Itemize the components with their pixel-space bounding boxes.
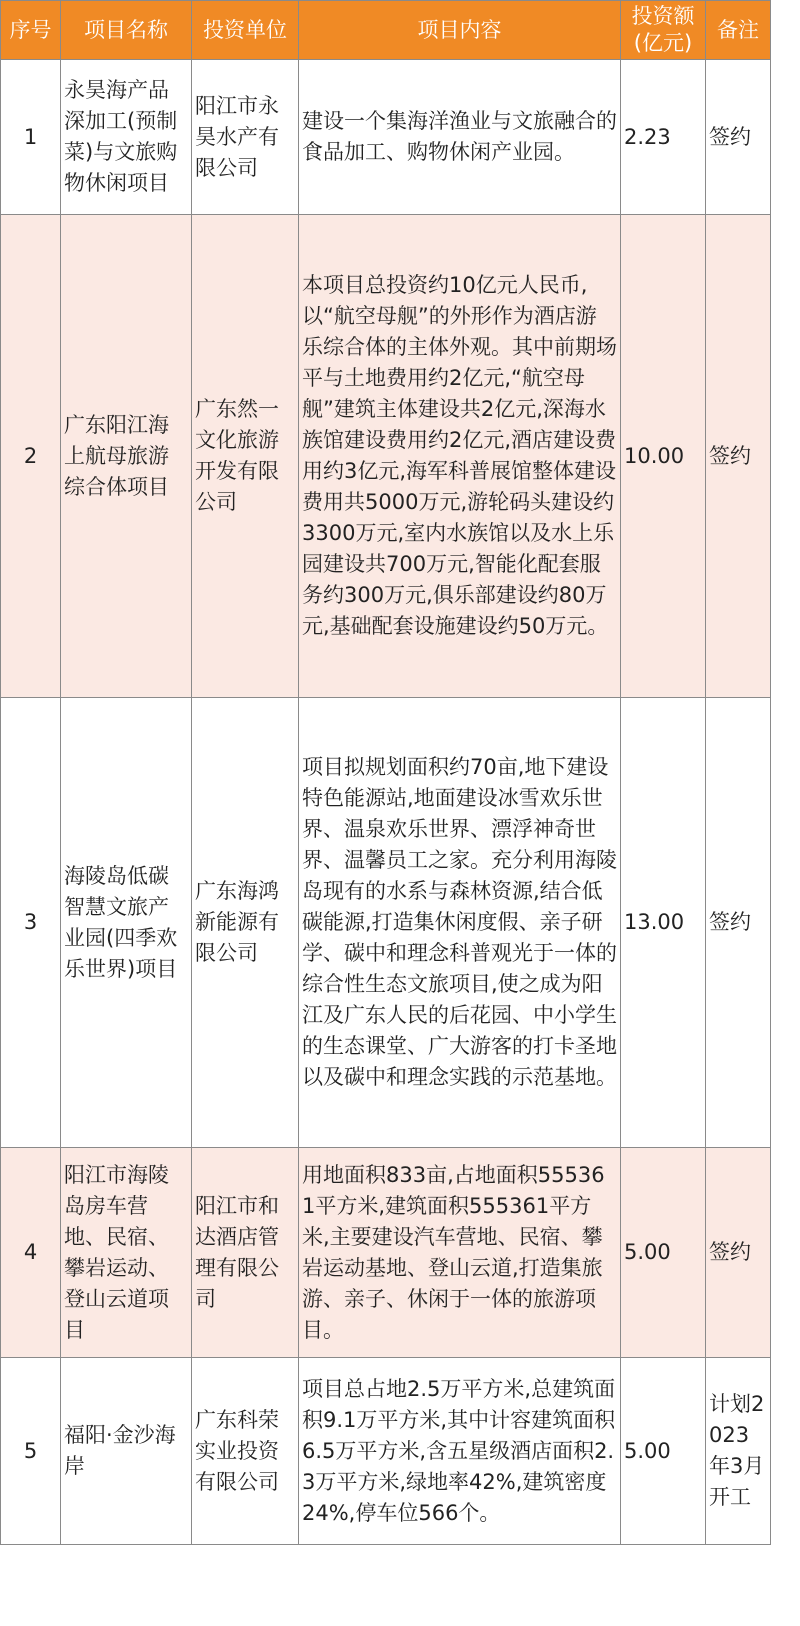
cell-num: 3: [1, 698, 61, 1148]
header-amount-line2: (亿元): [633, 31, 693, 55]
cell-note: 计划2023年3月开工: [706, 1358, 771, 1545]
cell-content: 建设一个集海洋渔业与文旅融合的食品加工、购物休闲产业园。: [299, 60, 621, 215]
cell-num: 1: [1, 60, 61, 215]
cell-name: 海陵岛低碳智慧文旅产业园(四季欢乐世界)项目: [61, 698, 192, 1148]
table-row: [1, 215, 771, 698]
cell-amount: 10.00: [621, 215, 706, 698]
cell-unit: 广东海鸿新能源有限公司: [192, 698, 299, 1148]
header-unit: 投资单位: [192, 1, 299, 60]
header-amount: [621, 1, 706, 60]
cell-unit: 广东科荣实业投资有限公司: [192, 1358, 299, 1545]
cell-name: 福阳·金沙海岸: [61, 1358, 192, 1545]
cell-content: 项目总占地2.5万平方米,总建筑面积9.1万平方米,其中计容建筑面积6.5万平方米,含五星级酒店面积2.3万平方米,绿地率42%,建筑密度24%,停车位566个。: [299, 1358, 621, 1545]
header-num: 序号: [1, 1, 61, 60]
cell-name: 永昊海产品深加工(预制菜)与文旅购物休闲项目: [61, 60, 192, 215]
cell-amount: 5.00: [621, 1358, 706, 1545]
table-row: [1, 60, 771, 215]
cell-note: 签约: [706, 215, 771, 698]
header-amount-line1: 投资额: [631, 4, 695, 28]
table-row: [1, 698, 771, 1148]
cell-content: 项目拟规划面积约70亩,地下建设特色能源站,地面建设冰雪欢乐世界、温泉欢乐世界、漂浮神奇世界、温馨员工之家。充分利用海陵岛现有的水系与森林资源,结合低碳能源,打造集休闲度假、亲子研学、碳中和理念科普观光于一体的综合性生态文旅项目,使之成为阳江及广东人民的后花园、中小学生的生态课堂、广大游客的打卡圣地以及碳中和理念实践的示范基地。: [299, 698, 621, 1148]
cell-note: 签约: [706, 1148, 771, 1358]
table-row: [1, 1358, 771, 1545]
cell-name: 广东阳江海上航母旅游综合体项目: [61, 215, 192, 698]
header-name: 项目名称: [61, 1, 192, 60]
cell-unit: 阳江市和达酒店管理有限公司: [192, 1148, 299, 1358]
cell-content: 用地面积833亩,占地面积555361平方米,建筑面积555361平方米,主要建设汽车营地、民宿、攀岩运动基地、登山云道,打造集旅游、亲子、休闲于一体的旅游项目。: [299, 1148, 621, 1358]
cell-num: 2: [1, 215, 61, 698]
header-row: [1, 1, 771, 60]
cell-amount: 5.00: [621, 1148, 706, 1358]
cell-unit: 广东然一文化旅游开发有限公司: [192, 215, 299, 698]
cell-note: 签约: [706, 698, 771, 1148]
header-note: 备注: [706, 1, 771, 60]
cell-unit: 阳江市永昊水产有限公司: [192, 60, 299, 215]
cell-amount: 13.00: [621, 698, 706, 1148]
cell-name: 阳江市海陵岛房车营地、民宿、攀岩运动、登山云道项目: [61, 1148, 192, 1358]
cell-note: 签约: [706, 60, 771, 215]
cell-num: 4: [1, 1148, 61, 1358]
header-content: 项目内容: [299, 1, 621, 60]
cell-content: 本项目总投资约10亿元人民币,以“航空母舰”的外形作为酒店游乐综合体的主体外观。其中前期场平与土地费用约2亿元,“航空母舰”建筑主体建设共2亿元,深海水族馆建设费用约2亿元,酒店建设费用约3亿元,海军科普展馆整体建设费用共5000万元,游轮码头建设约3300万元,室内水族馆以及水上乐园建设共700万元,智能化配套服务约300万元,俱乐部建设约80万元,基础配套设施建设约50万元。: [299, 215, 621, 698]
cell-amount: 2.23: [621, 60, 706, 215]
cell-num: 5: [1, 1358, 61, 1545]
table-row: [1, 1148, 771, 1358]
